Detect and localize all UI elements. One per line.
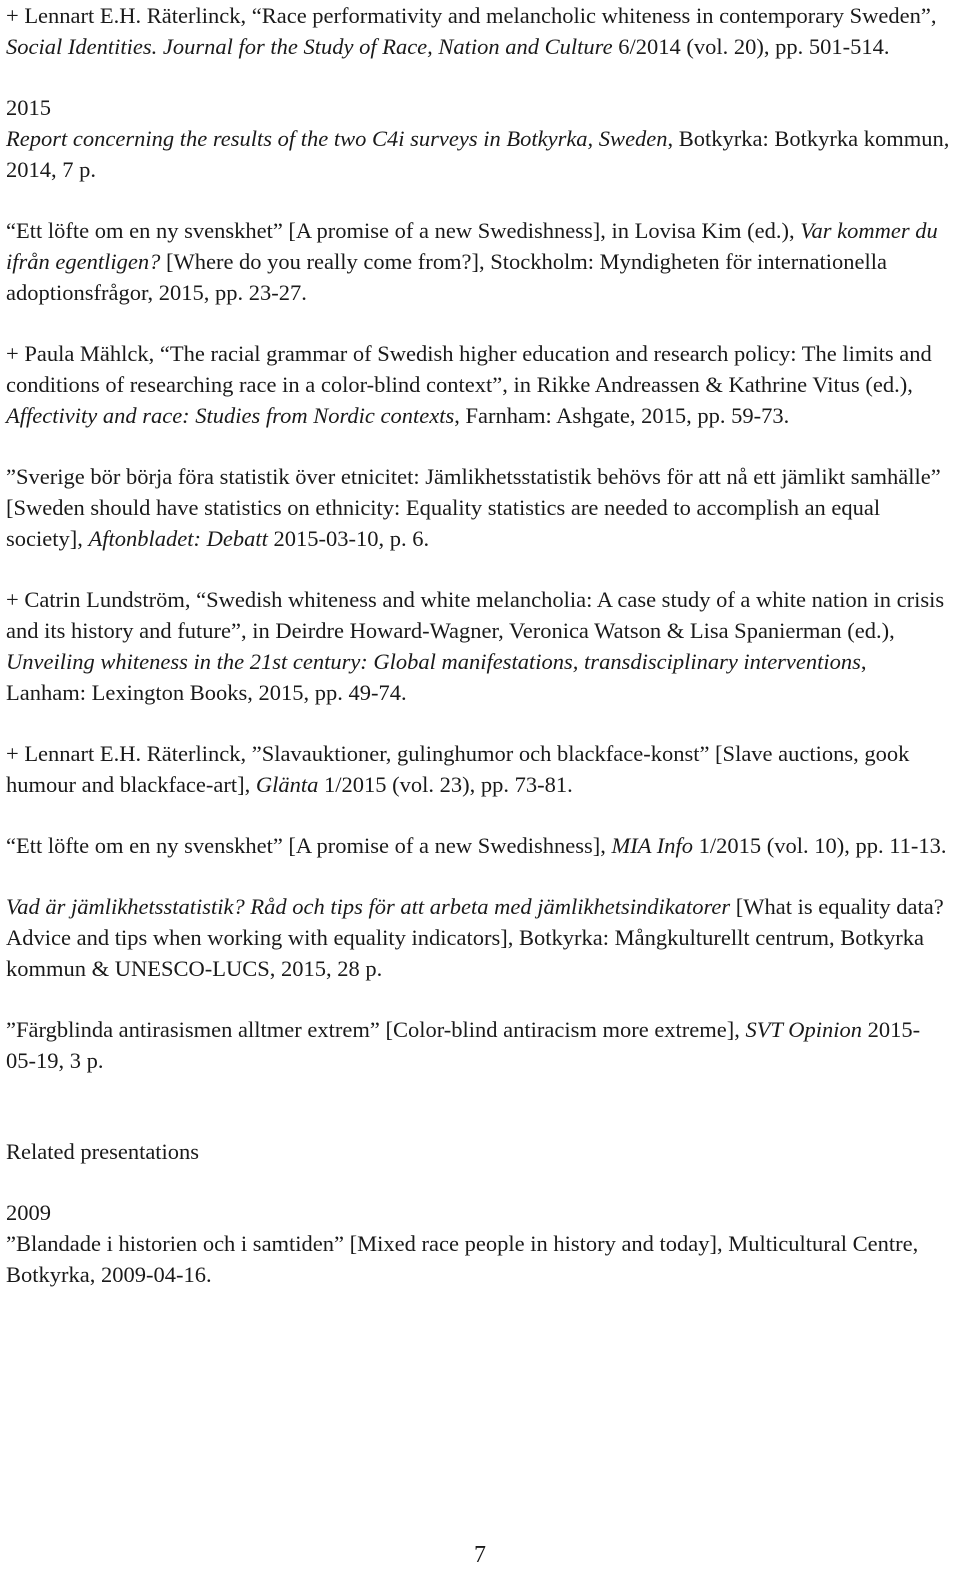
bibliography-entry: Vad är jämlikhetsstatistik? Råd och tips för att arbeta med jämlikhetsindikatorer [What is equality data? Advice and tips when working with equality indicators], Botkyrka: Mångkulturellt centrum, Botkyrka kommun & UNESCO-LUCS, 2015, 28 p. (6, 894, 944, 981)
bibliography-entry: + Lennart E.H. Räterlinck, “Race performativity and melancholic whiteness in contemporary Sweden”, Social Identities. Journal for the Study of Race, Nation and Culture 6/2014 (vol. 20), pp. 501-514. (6, 3, 937, 59)
page-number: 7 (474, 1542, 486, 1568)
bibliography-entry: “Ett löfte om en ny svenskhet” [A promise of a new Swedishness], in Lovisa Kim (ed.), Var kommer du ifrån egentligen? [Where do you really come from?], Stockholm: Myndigheten för internationella adoptionsfrågor, 2015, pp. 23-27. (6, 218, 938, 305)
bibliography-entry: + Lennart E.H. Räterlinck, ”Slavauktioner, gulinghumor och blackface-konst” [Slave auctions, gook humour and blackface-art], Glänta 1/2015 (vol. 23), pp. 73-81. (6, 741, 910, 797)
bibliography-entry: + Catrin Lundström, “Swedish whiteness and white melancholia: A case study of a white nation in crisis and its history and future”, in Deirdre Howard-Wagner, Veronica Watson & Lisa Spanierman (ed.), Unveiling whiteness in the 21st century: Global manifestations, transdisciplinary interventions, Lanham: Lexington Books, 2015, pp. 49-74. (6, 587, 945, 705)
bibliography-entry: “Ett löfte om en ny svenskhet” [A promise of a new Swedishness], MIA Info 1/2015 (vol. 10), pp. 11-13. (6, 833, 947, 858)
year-heading: 2015 (6, 95, 51, 120)
presentation-entry: ”Blandade i historien och i samtiden” [Mixed race people in history and today], Multicultural Centre, Botkyrka, 2009-04-16. (6, 1231, 919, 1287)
bibliography-entry: ”Sverige bör börja föra statistik över etnicitet: Jämlikhetsstatistik behövs för att nå ett jämlikt samhälle” [Sweden should have statistics on ethnicity: Equality statistics are needed to accomplish an equal society], Aftonbladet: Debatt 2015-03-10, p. 6. (6, 464, 941, 551)
section-heading: Related presentations (6, 1139, 200, 1164)
bibliography-entry: Report concerning the results of the two C4i surveys in Botkyrka, Sweden, Botkyrka: Botkyrka kommun, 2014, 7 p. (6, 126, 950, 182)
year-heading: 2009 (6, 1200, 51, 1225)
document-page (6, 0, 950, 1290)
bibliography-entry: ”Färgblinda antirasismen alltmer extrem” [Color-blind antiracism more extreme], SVT Opinion 2015-05-19, 3 p. (6, 1017, 921, 1073)
bibliography-entry: + Paula Mählck, “The racial grammar of Swedish higher education and research policy: The limits and conditions of researching race in a color-blind context”, in Rikke Andreassen & Kathrine Vitus (ed.), Affectivity and race: Studies from Nordic contexts, Farnham: Ashgate, 2015, pp. 59-73. (6, 341, 932, 428)
